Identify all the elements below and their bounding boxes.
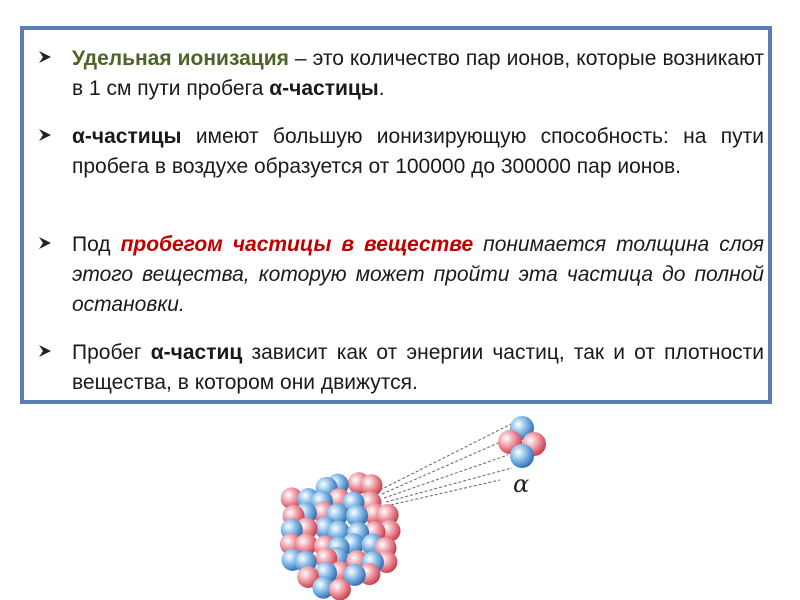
nucleus: [280, 472, 401, 600]
bullet-text: понимается толщина слоя этого вещества, которую может пройти эта частица до полной остановки.: [72, 233, 764, 316]
alpha-particle: [498, 416, 546, 468]
ionization-track-lines: [380, 422, 515, 506]
bullet-text: имеют большую ионизирующую способность: на пути пробега в воздухе образуется от 100000 до 300000 пар ионов.: [72, 125, 764, 178]
alpha-neutron-sphere: [510, 444, 534, 468]
bullet-lead: Под: [72, 233, 121, 256]
alpha-particle-term: α-частицы: [72, 125, 182, 148]
bullet-text: – это количество пар ионов, которые возникают в 1 см пути пробега: [72, 47, 764, 100]
term-specific-ionization: Удельная ионизация: [72, 47, 289, 70]
alpha-label: α: [513, 470, 530, 498]
alpha-particle-term: α-частиц: [150, 341, 243, 364]
bullet-end: .: [378, 77, 385, 100]
proton-sphere: [329, 578, 351, 600]
alpha-particle-term: α-частицы: [269, 77, 379, 100]
bullet-lead: Пробег: [72, 341, 151, 364]
bullet-text: зависит как от энергии частиц, так и от плотности вещества, в котором они движутся.: [72, 341, 765, 394]
term-range-in-matter: пробегом частицы в веществе: [120, 233, 474, 256]
